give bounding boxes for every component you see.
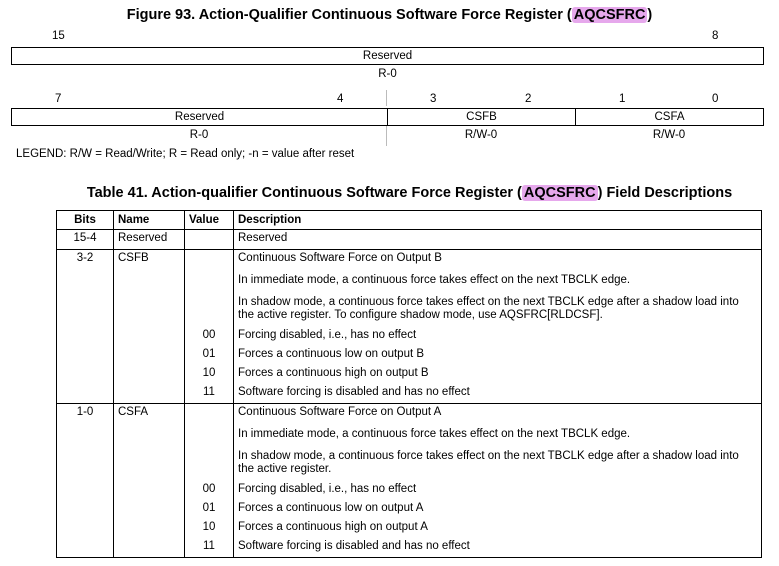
figure-title-suffix: )	[647, 7, 653, 23]
table-row	[57, 272, 762, 294]
table-row	[57, 404, 762, 427]
table-row	[57, 327, 762, 346]
cell-description: Continuous Software Force on Output A	[234, 404, 762, 427]
cell-bits: 15-4	[57, 230, 114, 250]
cell-value: 10	[185, 519, 234, 538]
register-row-lower	[11, 108, 764, 126]
table-row	[57, 519, 762, 538]
field-description-table	[56, 210, 762, 558]
table-row	[57, 230, 762, 250]
cell-description: In immediate mode, a continuous force takes effect on the next TBCLK edge.	[234, 272, 762, 294]
cell-description: Forcing disabled, i.e., has no effect	[234, 481, 762, 500]
field-csfa: CSFA	[654, 111, 685, 123]
header-bits: Bits	[57, 211, 114, 230]
bit-number-0: 0	[712, 93, 719, 105]
cell-value: 01	[185, 346, 234, 365]
field-reserved-lower: Reserved	[12, 109, 388, 125]
table-row	[57, 294, 762, 327]
table-row	[57, 346, 762, 365]
table-title-prefix: Table 41. Action-qualifier Continuous Software Force Register (	[86, 185, 522, 201]
table-row	[57, 481, 762, 500]
cell-description: In shadow mode, a continuous force takes effect on the next TBCLK edge after a shadow load into the active register. To configure shadow mode, use AQSFRC[RLDCSF].	[234, 294, 762, 327]
header-value: Value	[185, 211, 234, 230]
field-name: Reserved	[362, 50, 413, 62]
cell-value: 11	[185, 384, 234, 404]
cell-description: Forces a continuous high on output B	[234, 365, 762, 384]
cell-name: CSFB	[114, 250, 185, 273]
table-row	[57, 426, 762, 448]
cell-description: Reserved	[234, 230, 762, 250]
cell-value: 01	[185, 500, 234, 519]
cell-value: 00	[185, 327, 234, 346]
access-csfa: R/W-0	[652, 129, 686, 141]
cell-name: CSFA	[114, 404, 185, 427]
bit-number-4: 4	[337, 93, 344, 105]
cell-description: In shadow mode, a continuous force takes effect on the next TBCLK edge after a shadow load into the active register.	[234, 448, 762, 481]
figure-title-highlight: AQCSFRC	[573, 7, 646, 23]
table-row	[57, 500, 762, 519]
cell-description: Continuous Software Force on Output B	[234, 250, 762, 273]
table-row	[57, 538, 762, 558]
cell-value: 00	[185, 481, 234, 500]
cell-description: In immediate mode, a continuous force takes effect on the next TBCLK edge.	[234, 426, 762, 448]
cell-description: Forces a continuous low on output A	[234, 500, 762, 519]
field-csfb: CSFB	[388, 109, 576, 125]
access-reserved-upper: R-0	[378, 68, 397, 80]
cell-value	[185, 250, 234, 273]
cell-name: Reserved	[114, 230, 185, 250]
bit-number-2: 2	[525, 93, 532, 105]
table-title-suffix: ) Field Descriptions	[597, 185, 733, 201]
bit-divider	[386, 90, 387, 106]
bit-number-3: 3	[430, 93, 437, 105]
table-row	[57, 250, 762, 273]
cell-bits: 3-2	[57, 250, 114, 273]
cell-description: Forcing disabled, i.e., has no effect	[234, 327, 762, 346]
access-csfb: R/W-0	[464, 129, 498, 141]
cell-value	[185, 230, 234, 250]
table-row	[57, 448, 762, 481]
bit-number-15: 15	[52, 30, 65, 42]
cell-description: Forces a continuous high on output A	[234, 519, 762, 538]
figure-title-prefix: Figure 93. Action-Qualifier Continuous Software Force Register (	[126, 7, 572, 23]
cell-value	[185, 404, 234, 427]
register-field-reserved-upper	[11, 47, 764, 65]
header-description: Description	[234, 211, 762, 230]
cell-description: Forces a continuous low on output B	[234, 346, 762, 365]
cell-value: 10	[185, 365, 234, 384]
access-reserved-lower: R-0	[189, 129, 209, 141]
figure-title	[0, 7, 779, 23]
table-title-highlight: AQCSFRC	[523, 185, 596, 201]
cell-value: 11	[185, 538, 234, 558]
table-row	[57, 365, 762, 384]
legend: LEGEND: R/W = Read/Write; R = Read only; -n = value after reset	[16, 148, 355, 160]
header-name: Name	[114, 211, 185, 230]
bit-number-7: 7	[55, 93, 62, 105]
table-title	[0, 185, 779, 201]
cell-bits: 1-0	[57, 404, 114, 427]
table-row	[57, 384, 762, 404]
table-header-row	[57, 211, 762, 230]
bit-number-8: 8	[712, 30, 719, 42]
cell-description: Software forcing is disabled and has no effect	[234, 384, 762, 404]
cell-description: Software forcing is disabled and has no effect	[234, 538, 762, 558]
bit-number-1: 1	[619, 93, 626, 105]
